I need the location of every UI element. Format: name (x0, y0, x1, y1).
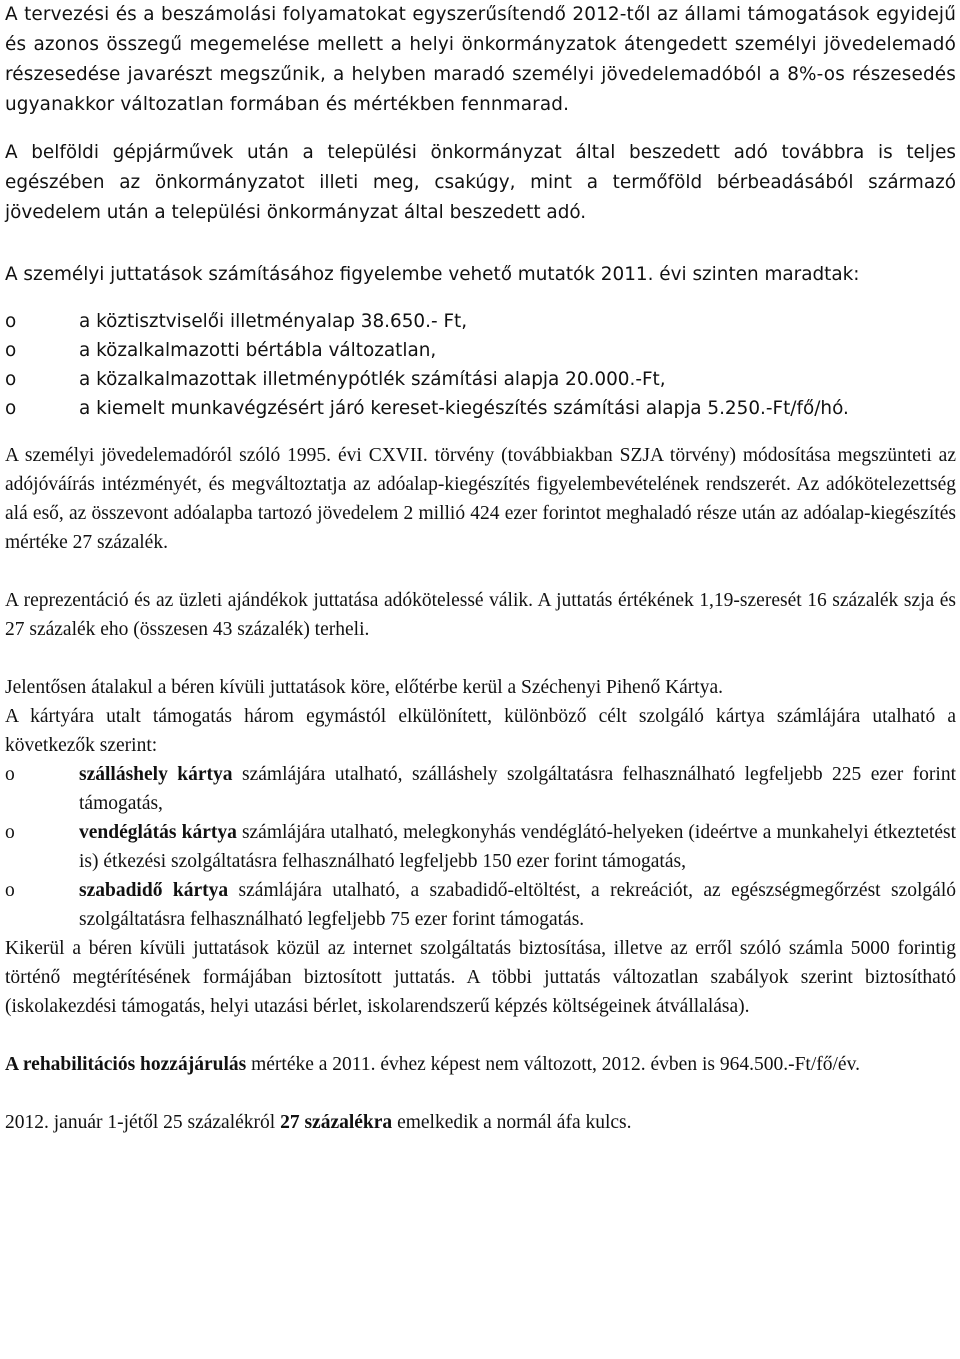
list-item: o a kiemelt munkavégzésért járó kereset-kiegészítés számítási alapja 5.250.-Ft/fő/hó. (5, 394, 956, 423)
list-item: o a közalkalmazotti bértábla változatlan, (5, 336, 956, 365)
list-item (5, 876, 956, 934)
paragraph-szep-card: Jelentősen átalakul a béren kívüli juttatások köre, előtérbe kerül a Széchenyi Pihenő Kártya. (5, 677, 723, 698)
list-personnel-indicators (5, 307, 956, 423)
paragraph-municipal-tax-share: A tervezési és a beszámolási folyamatokat egyszerűsítendő 2012-től az állami támogatások egyidejű és azonos összegű megemelése mellett a helyi önkormányzatok átengedett személyi jövedelemadó részesedése javarészt megszűnik, a helyben maradó személyi jövedelemadóból a 8%-os részesedés ugyanakkor változatlan formában és mértékben fennmarad. (5, 4, 956, 115)
card-description: számlájára utalható, melegkonyhás vendéglátó-helyeken (ideértve a munkahelyi étkeztetést is) étkezési szolgáltatásra felhasználható legfeljebb 150 ezer forint támogatás, (79, 822, 956, 872)
vat-text-end: emelkedik a normál áfa kulcs. (392, 1112, 632, 1133)
card-name: vendéglátás kártya (79, 822, 237, 843)
card-name: szabadidő kártya (79, 880, 229, 901)
paragraph-card-support: A kártyára utalt támogatás három egymástól elkülönített, különböző célt szolgáló kártya számlájára utalható a következők szerint: (5, 706, 956, 756)
paragraph-szja-law (5, 441, 956, 557)
list-item (5, 818, 956, 876)
vat-text-start: 2012. január 1-jétől 25 százalékról (5, 1112, 281, 1133)
paragraph-personnel-indicators: A személyi juttatások számításához figyelembe vehető mutatók 2011. évi szinten maradtak: (5, 264, 860, 285)
rehabilitation-label: A rehabilitációs hozzájárulás (5, 1054, 247, 1075)
tax-base-supplement-text: Az adókötelezettség alá eső, az összevont adóalapba tartozó jövedelem 2 millió 424 ezer forintot meghaladó része után az adóalap-kiegészítés mértéke 27 százalék. (5, 474, 956, 553)
paragraph-vat (5, 1108, 956, 1137)
list-item: o a közalkalmazottak illetménypótlék számítási alapja 20.000.-Ft, (5, 365, 956, 394)
paragraph-removed-benefits: Kikerül a béren kívüli juttatások közül az internet szolgáltatás biztosítása, illetve az erről szóló számla 5000 forintig történő megtérítésének formájában biztosított juttatás. A többi juttatás változatlan szabályok szerint biztosítható (iskolakezdési támogatás, helyi utazási bérlet, iskolarendszerű képzés költségeinek átvállalása). (5, 938, 956, 1017)
list-item: o a köztisztviselői illetményalap 38.650.- Ft, (5, 307, 956, 336)
paragraph-vehicle-tax: A belföldi gépjárművek után a települési önkormányzat által beszedett adó továbbra is teljes egészében az önkormányzatot illeti meg, csakúgy, mint a termőföld bérbeadásából származó jövedelem után a települési önkormányzat által beszedett adó. (5, 142, 956, 223)
paragraph-rehabilitation (5, 1050, 956, 1079)
card-description: számlájára utalható, szálláshely szolgáltatásra felhasználható legfeljebb 225 ezer forint támogatás, (79, 764, 956, 814)
card-description: számlájára utalható, a szabadidő-eltöltést, a rekreációt, az egészségmegőrzést szolgáló szolgáltatásra felhasználható legfeljebb 75 ezer forint támogatás. (79, 880, 956, 930)
szja-law-text: A személyi jövedelemadóról szóló 1995. évi CXVII. törvény (továbbiakban SZJA törvény) módosítása megszünteti az adójóváírás intézményét, és megváltoztatja az adóalap-kiegészítés figyelembevételének rendszerét. (5, 445, 956, 495)
rehabilitation-text: mértéke a 2011. évhez képest nem változott, 2012. évben is 964.500.-Ft/fő/év. (246, 1054, 860, 1075)
paragraph-representation: A reprezentáció és az üzleti ajándékok juttatása adókötelessé válik. A juttatás értékének 1,19-szeresét 16 százalék szja és 27 százalék eho (összesen 43 százalék) terheli. (5, 590, 956, 640)
list-item (5, 760, 956, 818)
card-name: szálláshely kártya (79, 764, 233, 785)
vat-new-rate: 27 százalékra (280, 1112, 393, 1133)
list-szep-cards (5, 760, 956, 934)
